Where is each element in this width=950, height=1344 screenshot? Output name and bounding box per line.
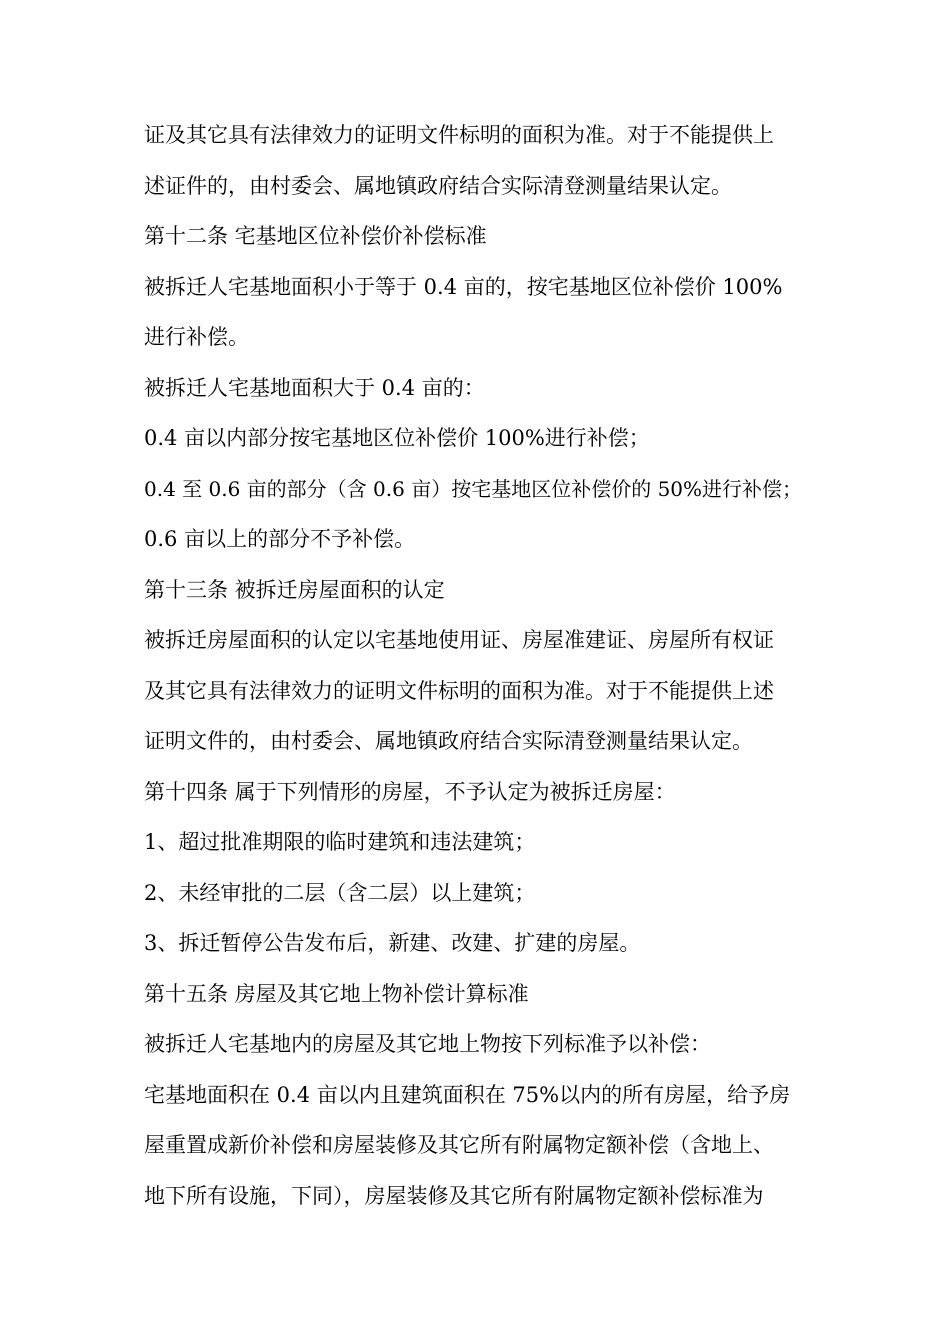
article-heading-12: 第十二条 宅基地区位补偿价补偿标准 [144,224,487,248]
text-line: 屋重置成新价补偿和房屋装修及其它所有附属物定额补偿（含地上、 [144,1133,774,1157]
list-item: 1、超过批准期限的临时建筑和违法建筑； [144,830,536,854]
text-line: 进行补偿。 [144,325,249,349]
text-line: 地下所有设施，下同），房屋装修及其它所有附属物定额补偿标准为 [144,1183,764,1208]
text-line: 被拆迁房屋面积的认定以宅基地使用证、房屋准建证、房屋所有权证 [144,628,774,652]
text-line: 被拆迁人宅基地面积小于等于 0.4 亩的，按宅基地区位补偿价 100% [144,274,783,299]
text-line: 被拆迁人宅基地内的房屋及其它地上物按下列标准予以补偿： [144,1032,711,1056]
document-body [144,117,814,1228]
text-line: 证明文件的，由村委会、属地镇政府结合实际清登测量结果认定。 [144,729,753,753]
text-line: 0.4 至 0.6 亩的部分（含 0.6 亩）按宅基地区位补偿价的 50%进行补偿； [144,476,803,501]
text-line: 宅基地面积在 0.4 亩以内且建筑面积在 75%以内的所有房屋，给予房 [144,1082,791,1107]
text-line: 0.4 亩以内部分按宅基地区位补偿价 100%进行补偿； [144,426,650,450]
text-line: 被拆迁人宅基地面积大于 0.4 亩的： [144,375,485,400]
text-line: 及其它具有法律效力的证明文件标明的面积为准。对于不能提供上述 [144,678,774,703]
text-line: 述证件的，由村委会、属地镇政府结合实际清登测量结果认定。 [144,173,732,198]
list-item: 2、未经审批的二层（含二层）以上建筑； [144,880,536,905]
text-line: 证及其它具有法律效力的证明文件标明的面积为准。对于不能提供上 [144,123,774,147]
text-line: 0.6 亩以上的部分不予补偿。 [144,527,416,551]
article-heading-15: 第十五条 房屋及其它地上物补偿计算标准 [144,981,529,1006]
list-item: 3、拆迁暂停公告发布后，新建、改建、扩建的房屋。 [144,931,641,955]
article-heading-14: 第十四条 属于下列情形的房屋，不予认定为被拆迁房屋： [144,779,676,804]
article-heading-13: 第十三条 被拆迁房屋面积的认定 [144,577,445,602]
